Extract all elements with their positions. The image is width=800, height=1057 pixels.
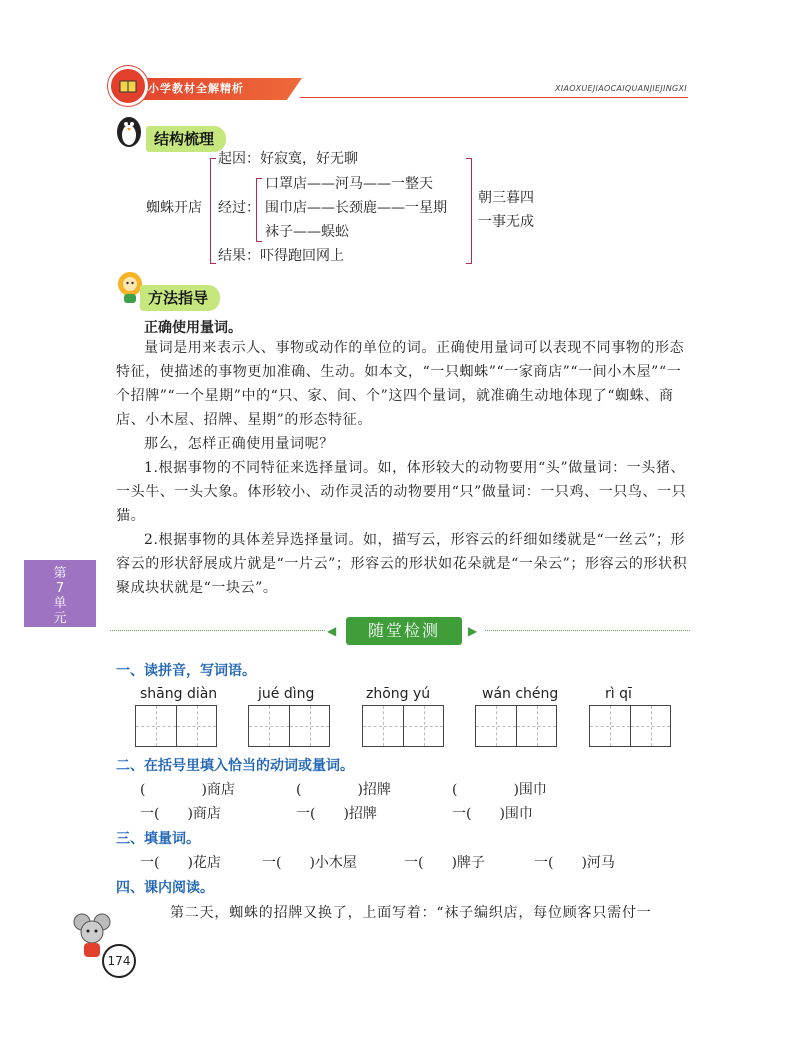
brace-right [466,158,472,264]
method-subheading: 正确使用量词。 [144,320,242,336]
structure-heading: 结构梳理 [146,126,226,152]
process-item: 袜子——蜈蚣 [265,224,349,240]
fill-blank[interactable]: 一( )花店 [140,855,221,871]
unit-side-tab [24,560,96,627]
pinyin: wán chéng [482,686,559,702]
question-3-title: 三、填量词。 [116,831,200,847]
method-paragraph: 2.根据事物的具体差异选择量词。如，描写云，形容云的纤细如缕就是“一丝云”；形容云的形状舒展成片就是“一片云”；形容云的形状如花朵就是“一朵云”；形容云的形状积聚成块状就是“一块云”。 [116,532,688,596]
structure-process-label: 经过： [218,200,260,216]
conclusion-1: 朝三暮四 [478,190,534,206]
unit-tab-text: 单 [53,596,67,611]
unit-tab-text: 元 [53,611,67,626]
arrow-left-icon: ◀ [327,624,337,638]
fill-blank[interactable]: 一( )河马 [534,855,615,871]
unit-tab-text: 第 [53,566,67,581]
header-divider [300,97,688,98]
writing-box[interactable] [475,705,557,747]
question-2-title: 二、在括号里填入恰当的动词或量词。 [116,758,354,774]
reading-text: 第二天，蜘蛛的招牌又换了，上面写着：“袜子编织店，每位顾客只需付一 [170,905,652,921]
writing-box[interactable] [248,705,330,747]
header-subtitle: XIAOXUEJIAOCAIQUANJIEJINGXI [555,84,687,93]
header-title: 小学教材全解精析 [148,82,244,95]
writing-box[interactable] [589,705,671,747]
pinyin: rì qī [605,686,632,702]
fill-blank[interactable]: ( )商店 [140,782,235,798]
fill-blank[interactable]: ( )招牌 [296,782,391,798]
fill-blank[interactable]: 一( )招牌 [296,806,377,822]
page-number: 174 [102,944,136,978]
arrow-right-icon: ▶ [468,624,478,638]
method-paragraph: 量词是用来表示人、事物或动作的单位的词。正确使用量词可以表现不同事物的形态特征，使描述的事物更加准确、生动。如本文，“一只蜘蛛”“一家商店”“一间小木屋”“一个招牌”“一个星期”中的“只、家、间、个”这四个量词，就准确生动地体现了“蜘蛛、商店、小木屋、招牌、星期”的形态特征。 [116,340,685,428]
structure-root: 蜘蛛开店 [146,200,202,216]
fill-blank[interactable]: 一( )小木屋 [262,855,357,871]
book-logo-icon [108,66,148,106]
banner-divider [110,630,325,631]
structure-result: 结果：吓得跑回网上 [218,248,344,264]
process-item: 口罩店——河马——一整天 [265,176,433,192]
conclusion-2: 一事无成 [478,214,534,230]
pinyin: shāng diàn [140,686,218,702]
pinyin: zhōng yú [366,686,431,702]
question-1-title: 一、读拼音，写词语。 [116,663,256,679]
fill-blank[interactable]: 一( )围巾 [452,806,533,822]
section-banner: 随堂检测 [346,617,462,645]
method-heading: 方法指导 [140,285,220,311]
unit-tab-text: 7 [55,581,65,596]
method-paragraph: 那么，怎样正确使用量词呢？ [144,436,334,452]
writing-box[interactable] [362,705,444,747]
question-4-title: 四、课内阅读。 [116,880,214,896]
method-paragraph: 1.根据事物的不同特征来选择量词。如，体形较大的动物要用“头”做量词：一头猪、一头牛、一头大象。体形较小、动作灵活的动物要用“只”做量词：一只鸡、一只鸟、一只猫。 [116,460,687,524]
fill-blank[interactable]: 一( )商店 [140,806,221,822]
penguin-icon [112,112,146,148]
fill-blank[interactable]: ( )围巾 [452,782,547,798]
structure-cause: 起因：好寂寞，好无聊 [218,151,358,167]
banner-divider [485,630,690,631]
brace-process [256,178,262,242]
writing-box[interactable] [135,705,217,747]
pinyin: jué dìng [258,686,315,702]
process-item: 围巾店——长颈鹿——一星期 [265,200,447,216]
fill-blank[interactable]: 一( )牌子 [404,855,485,871]
brace-left [210,158,216,264]
